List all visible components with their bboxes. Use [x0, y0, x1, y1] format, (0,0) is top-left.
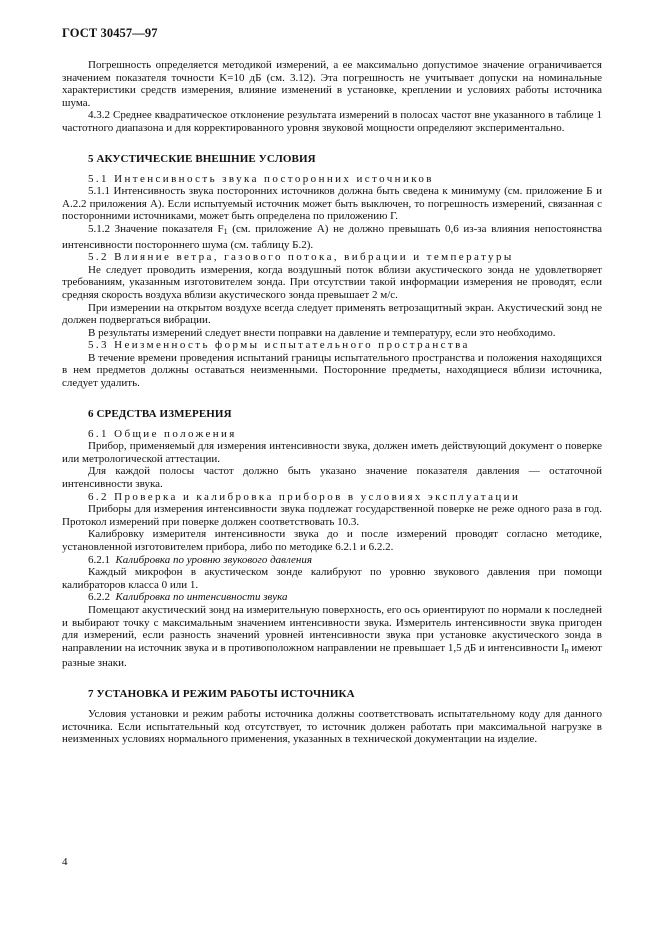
paragraph-5-1-2-b: (см. приложение А) не должно превышать 0,6 из-за влияния непостоянства интенсивности постороннего шума (см. таблицу Б.2).	[62, 222, 602, 251]
subsection-5-1-heading	[62, 173, 602, 186]
subsection-6-2-2-heading	[62, 591, 602, 604]
in-subscript: n	[564, 645, 569, 655]
paragraph-5-3: В течение времени проведения испытаний границы испытательного пространства и положения находящихся в нем предметов должны оставаться неизменными. Посторонние предметы, находящиеся вблизи источника, следует удалить.	[62, 351, 602, 390]
paragraph-6-2-b: Калибровку измерителя интенсивности звука до и после измерений проводят согласно методике, установленной изготовителем прибора, либо по методике 6.2.1 и 6.2.2.	[62, 528, 602, 553]
paragraph-5-1-2-a: 5.1.2 Значение показателя F	[88, 222, 224, 235]
subsection-5-2-text: 5.2 Влияние ветра, газового потока, вибрации и температуры	[88, 251, 514, 264]
subsection-6-2-text: 6.2 Проверка и калибровка приборов в условиях эксплуатации	[88, 490, 521, 503]
paragraph-7: Условия установки и режим работы источника должны соответствовать испытательному коду для данного источника. Если испытательный код отсутствует, то источник должен работать при максимальной нагрузке в неизменных условиях нормального применения, указанных в технической документации на изделие.	[62, 707, 602, 746]
subsection-6-2-1-heading	[62, 554, 602, 567]
subsection-6-2-heading	[62, 491, 602, 504]
paragraph-6-2-1: Каждый микрофон в акустическом зонде калибруют по уровню звукового давления при помощи калибраторов класса 0 или 1.	[62, 566, 602, 591]
subsection-5-1-text: 5.1 Интенсивность звука посторонних источников	[88, 172, 434, 185]
paragraph-5-2-c: В результаты измерений следует внести поправки на давление и температуру, если это необходимо.	[88, 326, 556, 339]
paragraph-5-1-1: 5.1.1 Интенсивность звука посторонних источников должна быть сведена к минимуму (см. приложение Б и А.2.2 приложения А). Если испытуемый источник может быть выключен, то погрешность измерений, связанная с посторонними источниками, может быть определена по приложению Г.	[62, 185, 602, 223]
document-page	[62, 26, 602, 746]
subsection-6-1-text: 6.1 Общие положения	[88, 427, 237, 440]
document-header: ГОСТ 30457—97	[62, 26, 158, 40]
paragraph-6-1-b: Для каждой полосы частот должно быть указано значение показателя давления — остаточной интенсивности звука.	[62, 465, 602, 491]
section-5-title: 5 АКУСТИЧЕСКИЕ ВНЕШНИЕ УСЛОВИЯ	[88, 152, 316, 165]
f1-subscript: 1	[223, 226, 228, 236]
subsection-5-3-text: 5.3 Неизменность формы испытательного пространства	[88, 339, 470, 352]
subsection-5-2-heading	[62, 251, 602, 264]
page-number: 4	[62, 856, 68, 868]
subsection-5-3-heading	[62, 339, 602, 352]
subsection-6-2-1-title: Калибровка по уровню звукового давления	[115, 553, 312, 566]
paragraph-5-1-2	[62, 223, 602, 251]
section-6-title: 6 СРЕДСТВА ИЗМЕРЕНИЯ	[88, 407, 232, 420]
paragraph-6-2-2-a: Помещают акустический зонд на измерительную поверхность, его ось ориентируют по нормали к последней и выбирают точку с максимальным значением интенсивности звука. Измеритель интенсивности звука пригоден для измерений, если разность значений уровней интенсивности звука при установке акустического зонда в направлении на источник звука и в противоположном направлении не превышает 1,5 дБ и интенсивности I	[62, 603, 602, 654]
paragraph-error: Погрешность определяется методикой измерений, а ее максимально допустимое значение ограничивается значением показателя точности K=10 дБ (см. 3.12). Эта погрешность не учитывает допуски на номинальные характеристики средств измерения, влияние изменений в установке, креплении и условиях работы источника шума.	[62, 59, 602, 109]
paragraph-6-1-a: Прибор, применяемый для измерения интенсивности звука, должен иметь действующий документ о поверке или метрологической аттестации.	[62, 440, 602, 465]
paragraph-4-3-2: 4.3.2 Среднее квадратическое отклонение результата измерений в полосах частот вне указанного в таблице 1 частотного диапазона и для корректированного уровня звуковой мощности определяют экспериментально.	[62, 109, 602, 134]
section-7-title: 7 УСТАНОВКА И РЕЖИМ РАБОТЫ ИСТОЧНИКА	[88, 687, 355, 700]
subsection-6-2-2-title: Калибровка по интенсивности звука	[115, 591, 288, 604]
paragraph-6-2-2	[62, 604, 602, 670]
subsection-6-1-heading	[62, 428, 602, 441]
paragraph-5-2-a: Не следует проводить измерения, когда воздушный поток вблизи акустического зонда не удовлетворяет требованиям, указанным изготовителем зонда. При отсутствии такой информации измерения не проводят, если средняя скорость воздуха вблизи акустического зонда превышает 2 м/с.	[62, 263, 602, 301]
paragraph-5-2-b: При измерении на открытом воздухе всегда следует применять ветрозащитный экран. Акустический зонд не должен подвергаться вибрации.	[62, 301, 602, 327]
subsection-6-2-1-num: 6.2.1	[88, 553, 110, 566]
paragraph-6-2-a: Приборы для измерения интенсивности звука подлежат государственной поверке не реже одного раза в год. Протокол измерений при поверке должен соответствовать 10.3.	[62, 503, 602, 528]
paragraph-6-2-2-b: имеют разные знаки.	[62, 641, 602, 670]
subsection-6-2-2-num: 6.2.2	[88, 591, 110, 604]
